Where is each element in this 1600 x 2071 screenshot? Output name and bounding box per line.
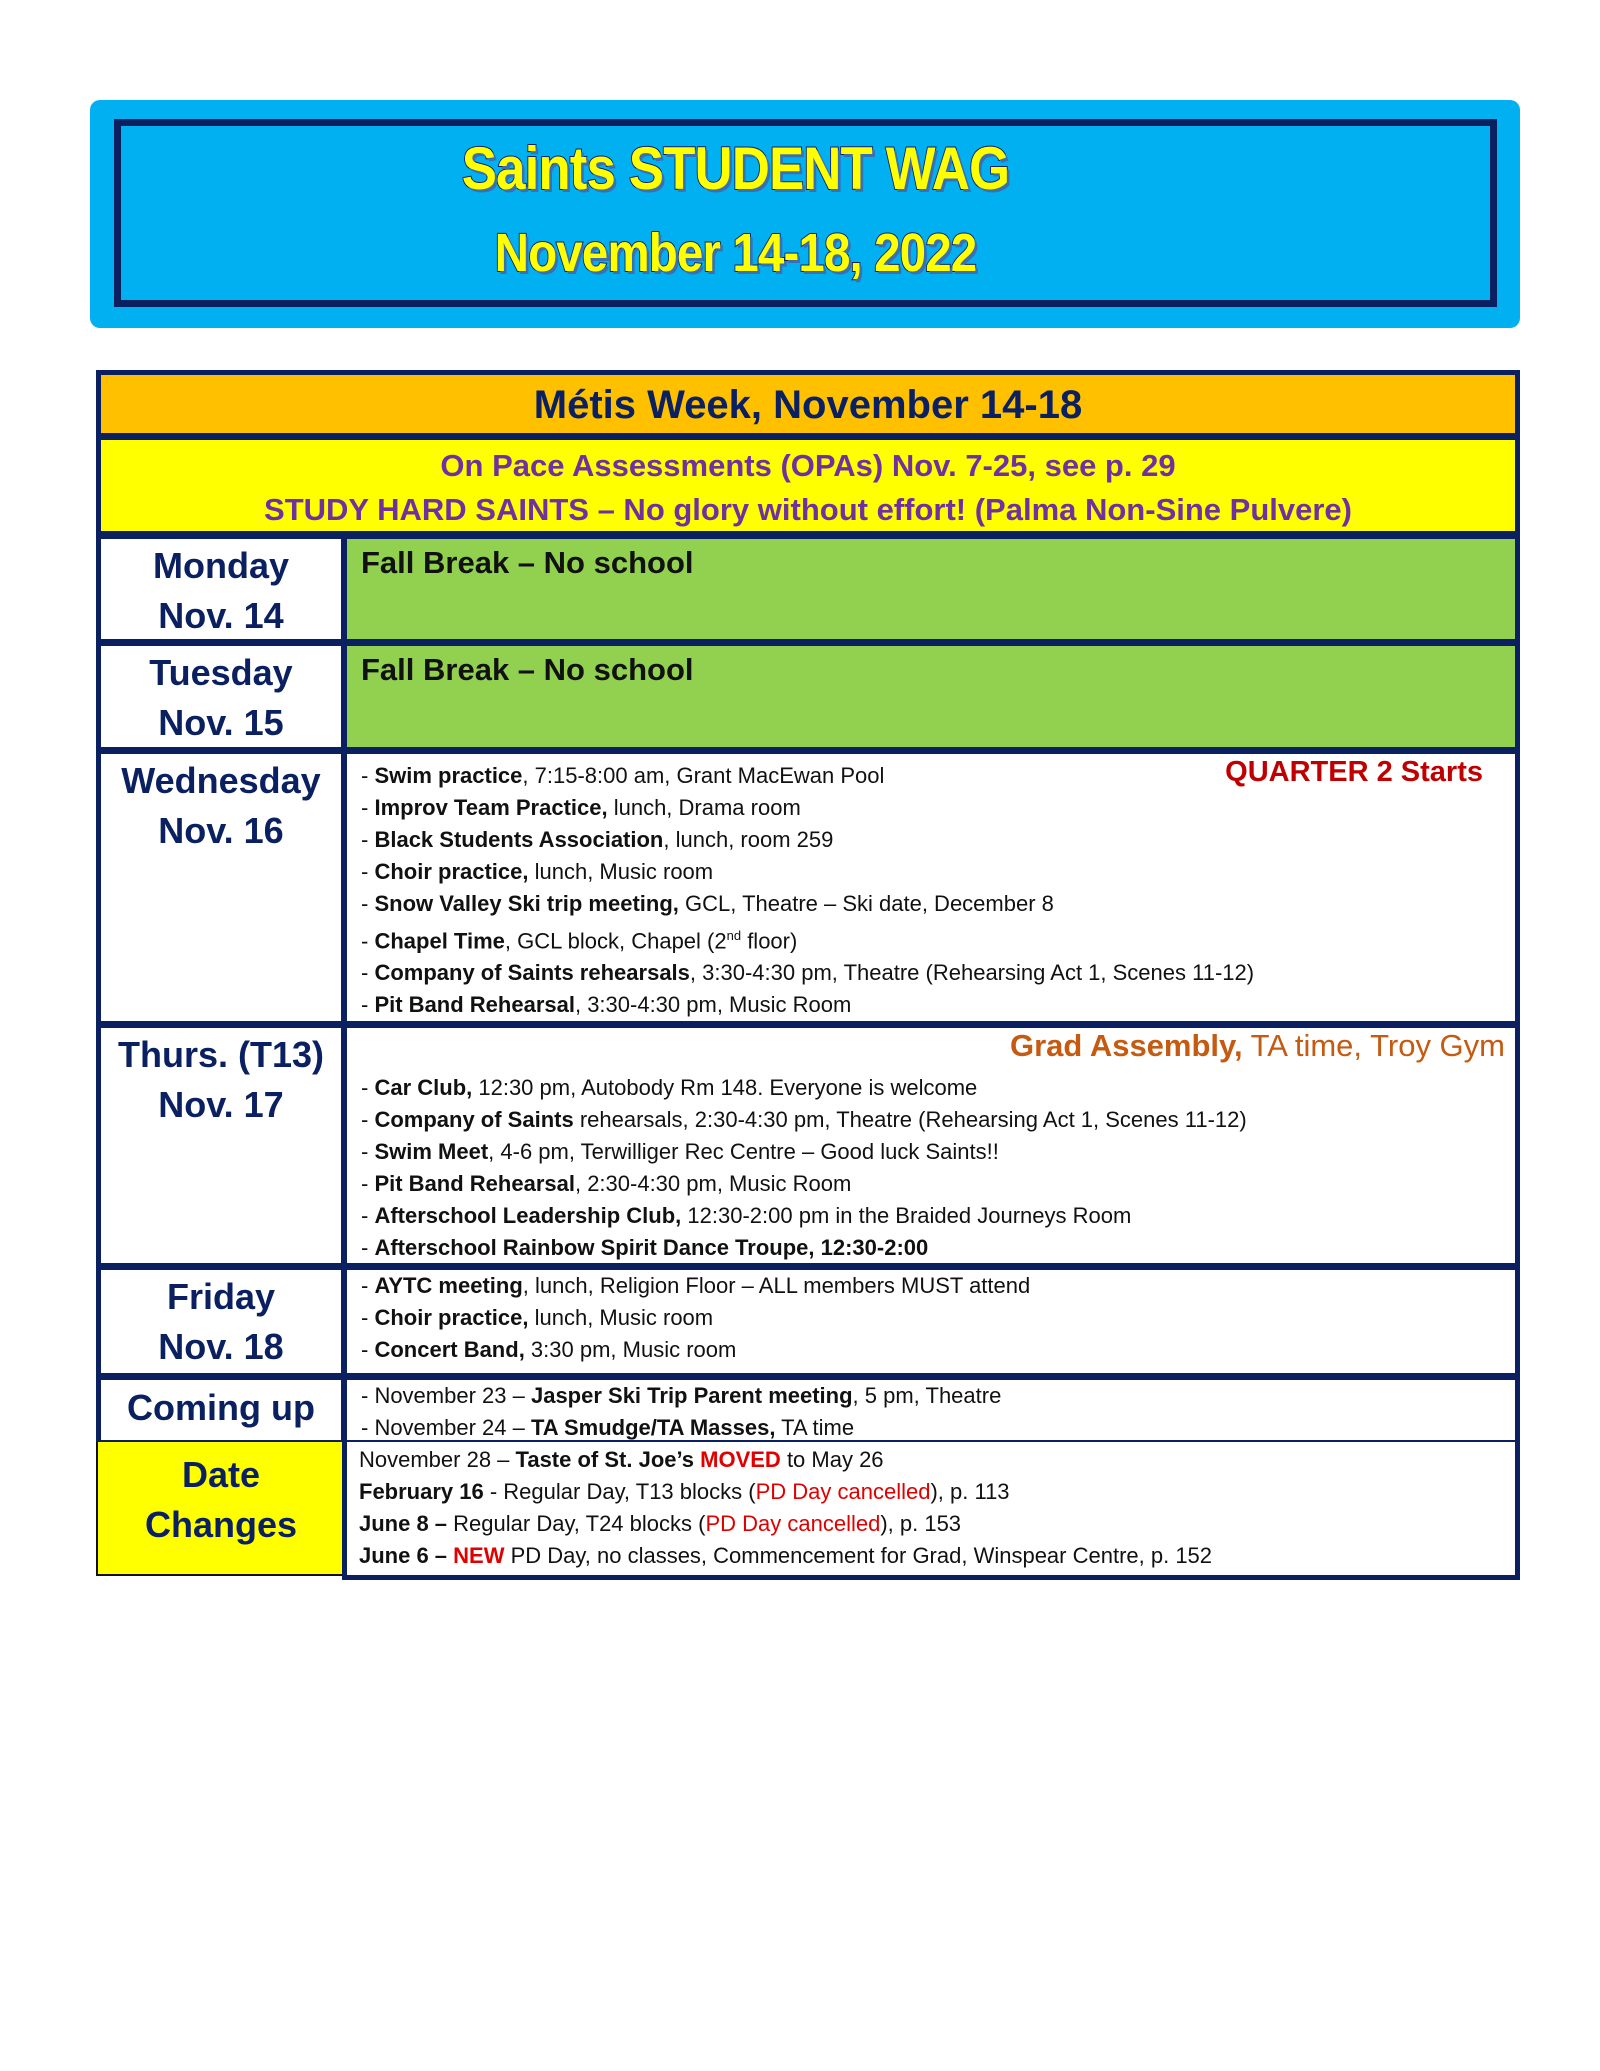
event-item: - Pit Band Rehearsal, 2:30-4:30 pm, Music Room [361,1171,852,1196]
event-item: - Pit Band Rehearsal, 3:30-4:30 pm, Music Room [361,992,852,1018]
event-item: - Choir practice, lunch, Music room [361,1305,714,1330]
event-item: - Company of Saints rehearsals, 3:30-4:30 pm, Theatre (Rehearsing Act 1, Scenes 11-12) [361,960,1255,986]
day-row-friday [96,1265,1520,1378]
fall-break-note: Fall Break – No school [361,545,694,580]
event-item: - AYTC meeting, lunch, Religion Floor – ALL members MUST attend [361,1273,1031,1298]
fall-break-note: Fall Break – No school [361,652,694,687]
event-item: - Black Students Association, lunch, room 259 [361,827,834,852]
day-name: Monday [152,545,289,586]
header-banner-frame [114,119,1497,307]
day-row-wednesday [96,749,1520,1026]
coming-up-content [347,1380,1515,1440]
newsletter-dates: November 14-18, 2022 [494,223,977,283]
day-content-tuesday [347,646,1515,747]
day-name: Thurs. (T13) [117,1034,324,1075]
day-label-friday [101,1270,347,1373]
day-content-wednesday [347,754,1515,1021]
day-label-thursday [101,1028,347,1263]
date-changes-label [96,1442,346,1576]
day-date: Nov. 18 [158,1326,284,1367]
event-item: - Afterschool Rainbow Spirit Dance Troupe, 12:30-2:00 [361,1235,929,1260]
event-item: - Concert Band, 3:30 pm, Music room [361,1337,737,1362]
event-item: - Improv Team Practice, lunch, Drama room [361,795,801,820]
day-row-tuesday [96,641,1520,752]
day-label-tuesday [101,646,347,747]
event-item: - Chapel Time, GCL block, Chapel (2nd floor) [361,928,798,954]
upcoming-event: - November 24 – TA Smudge/TA Masses, TA time [361,1415,855,1440]
event-item: - Choir practice, lunch, Music room [361,859,714,884]
event-item: - Company of Saints rehearsals, 2:30-4:30 pm, Theatre (Rehearsing Act 1, Scenes 11-12) [361,1107,1247,1132]
date-changes-content [342,1442,1520,1580]
date-change-item: November 28 – Taste of St. Joe’s MOVED to May 26 [359,1447,884,1472]
date-change-item: June 8 – Regular Day, T24 blocks (PD Day cancelled), p. 153 [359,1511,962,1536]
weekly-schedule-table [96,370,1520,1580]
day-date: Nov. 17 [158,1084,284,1125]
week-theme-row [96,370,1520,438]
event-item: - Car Club, 12:30 pm, Autobody Rm 148. Everyone is welcome [361,1075,978,1100]
event-item: - Afterschool Leadership Club, 12:30-2:00 pm in the Braided Journeys Room [361,1203,1132,1228]
day-content-thursday [347,1028,1515,1263]
date-changes-label-line2: Changes [144,1504,298,1545]
event-item: - Swim practice, 7:15-8:00 am, Grant MacEwan Pool [361,763,885,788]
quarter-start-highlight: QUARTER 2 Starts [1225,756,1483,788]
coming-up-row [96,1375,1520,1445]
day-name: Tuesday [149,652,293,693]
day-name: Wednesday [121,760,321,801]
newsletter-title: Saints STUDENT WAG [461,135,1010,202]
date-change-item: June 6 – NEW PD Day, no classes, Commencement for Grad, Winspear Centre, p. 152 [359,1543,1213,1568]
study-notice: STUDY HARD SAINTS – No glory without effort! (Palma Non-Sine Pulvere) [264,492,1352,527]
grad-assembly-highlight: Grad Assembly, TA time, Troy Gym [1010,1028,1505,1063]
event-item: - Swim Meet, 4-6 pm, Terwilliger Rec Centre – Good luck Saints!! [361,1139,999,1164]
day-date: Nov. 15 [158,702,284,743]
notices-row [96,436,1520,536]
day-label-wednesday [101,754,347,1021]
day-content-friday [347,1270,1515,1373]
coming-up-label: Coming up [101,1380,347,1440]
opa-notice: On Pace Assessments (OPAs) Nov. 7-25, see p. 29 [440,448,1176,483]
date-change-item: February 16 - Regular Day, T13 blocks (PD Day cancelled), p. 113 [359,1479,1010,1504]
date-changes-label-line1: Date [181,1454,261,1495]
day-date: Nov. 14 [158,595,284,636]
week-theme: Métis Week, November 14-18 [533,383,1083,427]
event-item: - Snow Valley Ski trip meeting, GCL, Theatre – Ski date, December 8 [361,891,1054,916]
day-label-monday [101,539,347,639]
day-row-thursday [96,1023,1520,1268]
upcoming-event: - November 23 – Jasper Ski Trip Parent meeting, 5 pm, Theatre [361,1383,1002,1408]
day-content-monday [347,539,1515,639]
day-name: Friday [166,1276,276,1317]
day-date: Nov. 16 [158,810,284,851]
day-row-monday [96,534,1520,644]
